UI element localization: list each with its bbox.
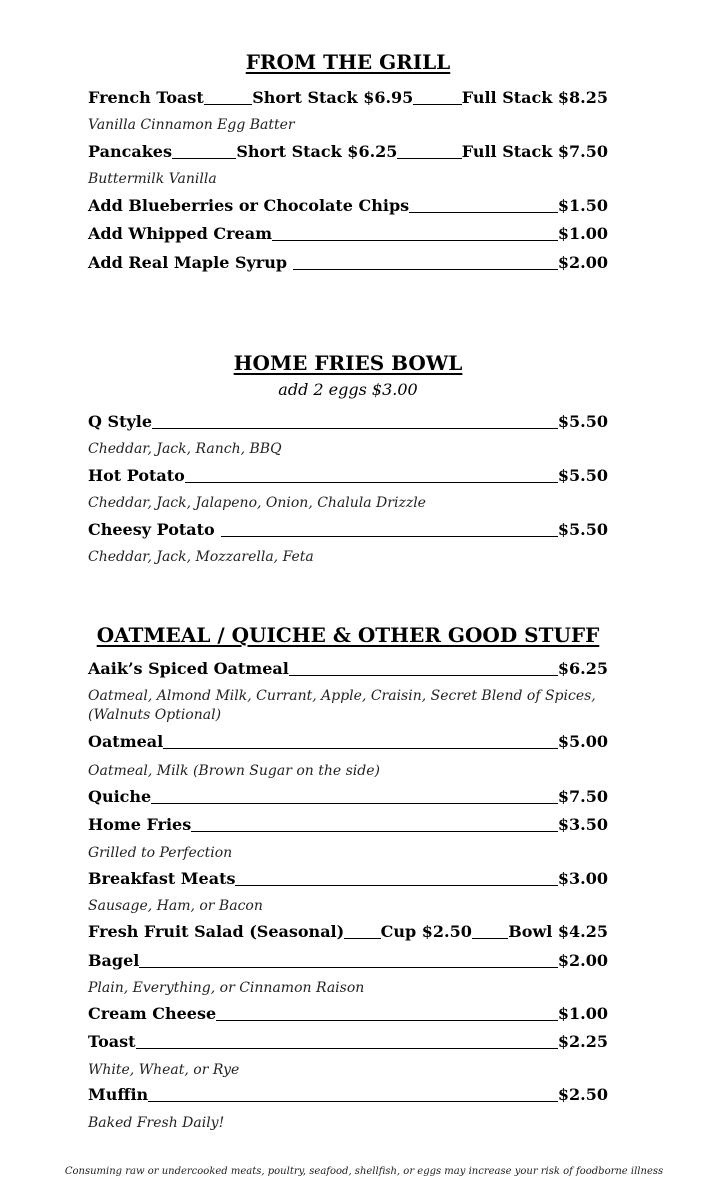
item-name: Cheesy Potato (88, 520, 215, 539)
item-price: $5.50 (557, 520, 608, 539)
item-name: Pancakes (88, 142, 172, 161)
item-price: $2.00 (557, 951, 608, 970)
leader-line (191, 831, 558, 832)
leader-line (172, 158, 236, 159)
item-price: $2.25 (557, 1032, 608, 1051)
item-name: Cream Cheese (88, 1004, 217, 1023)
item-price: $6.25 (557, 659, 608, 678)
leader-line (163, 748, 558, 749)
leader-line (148, 1101, 558, 1102)
item-price: $3.00 (557, 869, 608, 888)
leader-line (151, 803, 558, 804)
leader-line (185, 482, 558, 483)
item-price: $3.50 (557, 815, 608, 834)
menu-item-muffin (88, 1085, 608, 1105)
leader-line (397, 158, 461, 159)
item-name: Breakfast Meats (88, 869, 236, 888)
leader-line (413, 104, 461, 105)
item-price: $5.50 (557, 412, 608, 431)
section-subtitle: add 2 eggs $3.00 (278, 380, 418, 399)
item-name: Q Style (88, 412, 153, 431)
leader-line (139, 967, 558, 968)
section-title-oatmeal: OATMEAL / QUICHE & OTHER GOOD STUFF (96, 623, 600, 647)
item-name: Aaik’s Spiced Oatmeal (88, 659, 289, 678)
item-description: Buttermilk Vanilla (88, 171, 217, 187)
item-price: $1.50 (557, 196, 608, 215)
item-cup-price: Cup $2.50 (380, 922, 472, 941)
leader-line (221, 536, 558, 537)
leader-line (136, 1048, 558, 1049)
menu-item-cheesy-potato (88, 520, 608, 540)
item-description: Sausage, Ham, or Bacon (88, 898, 263, 914)
item-description: Oatmeal, Milk (Brown Sugar on the side) (88, 763, 380, 779)
menu-item-breakfast-meats (88, 869, 608, 889)
menu-item-blueberries (88, 196, 608, 216)
item-name: Muffin (88, 1085, 149, 1104)
menu-item-whipped-cream (88, 224, 608, 244)
item-description: Cheddar, Jack, Ranch, BBQ (88, 441, 282, 457)
leader-line (272, 240, 558, 241)
item-name: Hot Potato (88, 466, 185, 485)
item-full-stack-price: Full Stack $7.50 (461, 142, 609, 161)
food-safety-disclaimer: Consuming raw or undercooked meats, poultry, seafood, shellfish, or eggs may increase your risk of foodborne illness (64, 1166, 664, 1177)
item-description-note: (Walnuts Optional) (88, 707, 222, 723)
leader-line (472, 938, 508, 939)
item-name: Toast (88, 1032, 136, 1051)
menu-item-maple-syrup (88, 253, 608, 273)
menu-item-cream-cheese (88, 1004, 608, 1024)
item-description: Vanilla Cinnamon Egg Batter (88, 117, 295, 133)
menu-item-home-fries (88, 815, 608, 835)
item-price: $1.00 (557, 224, 608, 243)
item-name: Add Whipped Cream (88, 224, 272, 243)
item-price: $5.50 (557, 466, 608, 485)
menu-item-pancakes (88, 142, 608, 162)
item-description: Baked Fresh Daily! (88, 1115, 225, 1131)
item-price: $2.50 (557, 1085, 608, 1104)
leader-line (235, 885, 557, 886)
item-name: Add Real Maple Syrup (88, 253, 288, 272)
menu-item-spiced-oatmeal (88, 659, 608, 679)
menu-item-hot-potato (88, 466, 608, 486)
item-description: Plain, Everything, or Cinnamon Raison (88, 980, 365, 996)
item-description: White, Wheat, or Rye (88, 1062, 240, 1078)
item-name: Fresh Fruit Salad (Seasonal) (88, 922, 345, 941)
menu-item-fruit-salad (88, 922, 608, 942)
item-bowl-price: Bowl $4.25 (508, 922, 608, 941)
item-name: Home Fries (88, 815, 192, 834)
item-full-stack-price: Full Stack $8.25 (461, 88, 608, 107)
item-name: Add Blueberries or Chocolate Chips (88, 196, 410, 215)
leader-line (289, 675, 558, 676)
item-name: Oatmeal (88, 732, 164, 751)
item-description: Cheddar, Jack, Jalapeno, Onion, Chalula Drizzle (88, 495, 426, 511)
menu-item-oatmeal (88, 732, 608, 752)
item-short-stack-price: Short Stack $6.25 (236, 142, 398, 161)
leader-line (409, 212, 558, 213)
menu-item-bagel (88, 951, 608, 971)
leader-line (293, 269, 558, 270)
leader-line (152, 428, 558, 429)
item-short-stack-price: Short Stack $6.95 (252, 88, 414, 107)
menu-item-q-style (88, 412, 608, 432)
item-price: $2.00 (557, 253, 608, 272)
menu-item-quiche (88, 787, 608, 807)
item-description: Oatmeal, Almond Milk, Currant, Apple, Craisin, Secret Blend of Spices, (88, 688, 596, 704)
item-description: Cheddar, Jack, Mozzarella, Feta (88, 549, 314, 565)
leader-line (216, 1020, 558, 1021)
leader-line (344, 938, 380, 939)
item-name: Bagel (88, 951, 140, 970)
item-description: Grilled to Perfection (88, 845, 233, 861)
item-name: French Toast (88, 88, 204, 107)
item-price: $7.50 (557, 787, 608, 806)
item-price: $1.00 (557, 1004, 608, 1023)
item-name: Quiche (88, 787, 152, 806)
section-title-grill: FROM THE GRILL (245, 50, 451, 74)
section-title-home-fries: HOME FRIES BOWL (233, 351, 463, 375)
item-price: $5.00 (557, 732, 608, 751)
menu-item-toast (88, 1032, 608, 1052)
leader-line (204, 104, 252, 105)
menu-item-french-toast (88, 88, 608, 108)
